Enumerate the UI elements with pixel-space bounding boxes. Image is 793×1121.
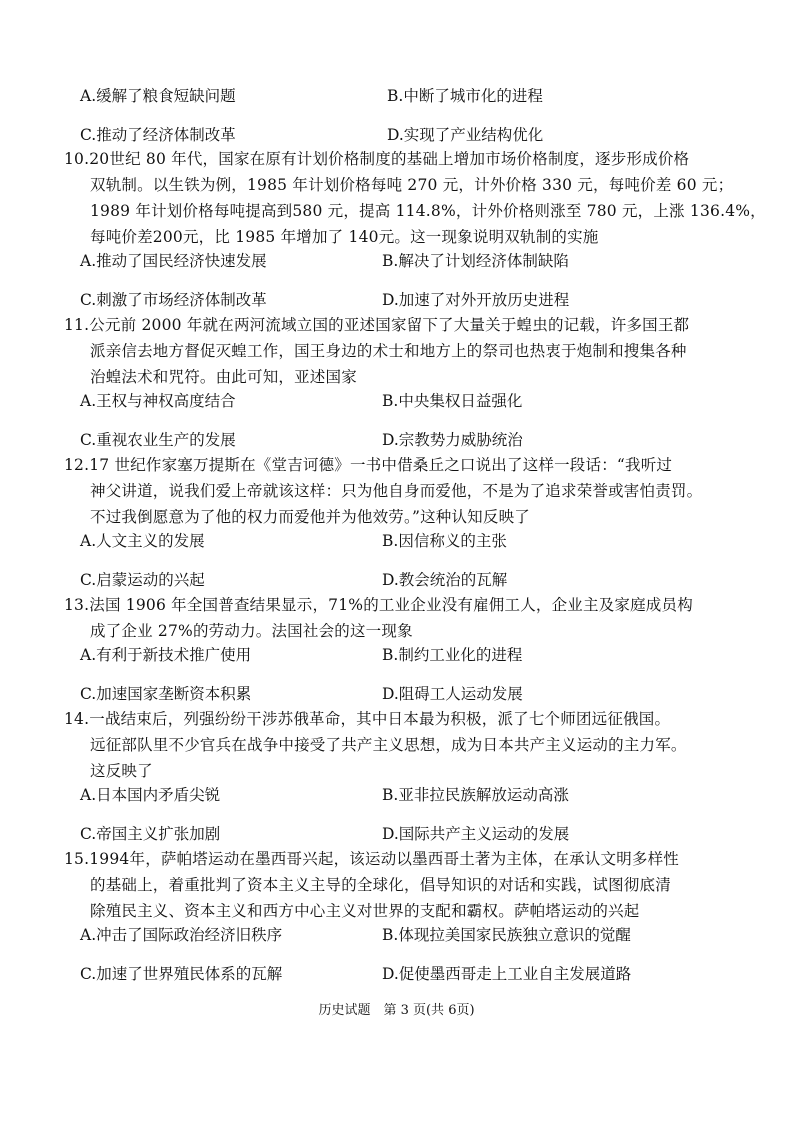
- q11-stem-line-3: 治蝗法术和咒符。由此可知，亚述国家: [90, 368, 357, 386]
- q11-stem-line-1: 11.公元前 2000 年就在两河流域立国的亚述国家留下了大量关于蝗虫的记载，许多国王都: [64, 316, 690, 334]
- q13-option-b: B.制约工业化的进程: [382, 646, 523, 664]
- q13-option-d: D.阻碍工人运动发展: [382, 685, 523, 703]
- q14-option-d: D.国际共产主义运动的发展: [382, 825, 570, 843]
- q10-option-c: C.刺激了市场经济体制改革: [80, 291, 267, 309]
- q15-stem-line-2: 的基础上，着重批判了资本主义主导的全球化，倡导知识的对话和实践，试图彻底清: [90, 876, 671, 894]
- q9-option-a: A.缓解了粮食短缺问题: [80, 87, 236, 105]
- q15-stem-line-1: 15.1994年，萨帕塔运动在墨西哥兴起，该运动以墨西哥土著为主体，在承认文明多样性: [64, 850, 679, 868]
- q15-stem-line-3: 除殖民主义、资本主义和西方中心主义对世界的支配和霸权。萨帕塔运动的兴起: [90, 902, 640, 920]
- q15-option-a: A.冲击了国际政治经济旧秩序: [80, 926, 283, 944]
- q14-stem-line-1: 14.一战结束后，列强纷纷干涉苏俄革命，其中日本最为积极，派了七个师团远征俄国。: [64, 710, 671, 728]
- q14-stem-line-2: 远征部队里不少官兵在战争中接受了共产主义思想，成为日本共产主义运动的主力军。: [90, 736, 687, 754]
- page-footer: 历史试题 第 3 页(共 6页): [318, 1003, 475, 1018]
- q11-option-a: A.王权与神权高度结合: [80, 392, 236, 410]
- q9-option-c: C.推动了经济体制改革: [80, 126, 236, 144]
- q10-stem-line-4: 每吨价差200元，比 1985 年增加了 140元。这一现象说明双轨制的实施: [90, 228, 599, 246]
- q15-option-d: D.促使墨西哥走上工业自主发展道路: [382, 965, 632, 983]
- q14-stem-line-3: 这反映了: [90, 762, 153, 780]
- q14-option-b: B.亚非拉民族解放运动高涨: [382, 786, 569, 804]
- q12-stem-line-1: 12.17 世纪作家塞万提斯在《堂吉诃德》一书中借桑丘之口说出了这样一段话：“我听过: [64, 456, 673, 474]
- q10-stem-line-2: 双轨制。以生铁为例，1985 年计划价格每吨 270 元，计外价格 330 元，每吨价差 60 元；: [90, 176, 734, 194]
- q9-option-b: B.中断了城市化的进程: [387, 87, 543, 105]
- q13-stem-line-1: 13.法国 1906 年全国普查结果显示，71%的工业企业没有雇佣工人，企业主及家庭成员构: [64, 596, 693, 614]
- q15-option-b: B.体现拉美国家民族独立意识的觉醒: [382, 926, 631, 944]
- q12-option-a: A.人文主义的发展: [80, 532, 205, 550]
- q14-option-c: C.帝国主义扩张加剧: [80, 825, 221, 843]
- q13-option-c: C.加速国家垄断资本积累: [80, 685, 252, 703]
- q11-option-b: B.中央集权日益强化: [382, 392, 523, 410]
- q15-option-c: C.加速了世界殖民体系的瓦解: [80, 965, 283, 983]
- q14-option-a: A.日本国内矛盾尖锐: [80, 786, 221, 804]
- q13-stem-line-2: 成了企业 27%的劳动力。法国社会的这一现象: [90, 622, 413, 640]
- q11-option-c: C.重视农业生产的发展: [80, 431, 236, 449]
- q10-option-d: D.加速了对外开放历史进程: [382, 291, 570, 309]
- q10-stem-line-1: 10.20世纪 80 年代，国家在原有计划价格制度的基础上增加市场价格制度，逐步形成价格: [64, 150, 690, 168]
- q12-option-b: B.因信称义的主张: [382, 532, 507, 550]
- q12-stem-line-2: 神父讲道，说我们爱上帝就该这样：只为他自身而爱他，不是为了追求荣誉或害怕责罚。: [90, 482, 703, 500]
- q10-option-b: B.解决了计划经济体制缺陷: [382, 252, 569, 270]
- q10-option-a: A.推动了国民经济快速发展: [80, 252, 267, 270]
- q11-stem-line-2: 派亲信去地方督促灭蝗工作，国王身边的术士和地方上的祭司也热衷于炮制和搜集各种: [90, 342, 687, 360]
- q9-option-d: D.实现了产业结构优化: [387, 126, 544, 144]
- q11-option-d: D.宗教势力威胁统治: [382, 431, 523, 449]
- q13-option-a: A.有利于新技术推广使用: [80, 646, 252, 664]
- q12-option-d: D.教会统治的瓦解: [382, 571, 508, 589]
- q10-stem-line-3: 1989 年计划价格每吨提高到580 元，提高 114.8%，计外价格则涨至 780 元，上涨 136.4%，: [90, 202, 766, 220]
- q12-stem-line-3: 不过我倒愿意为了他的权力而爱他并为他效劳。”这种认知反映了: [90, 508, 530, 526]
- q12-option-c: C.启蒙运动的兴起: [80, 571, 205, 589]
